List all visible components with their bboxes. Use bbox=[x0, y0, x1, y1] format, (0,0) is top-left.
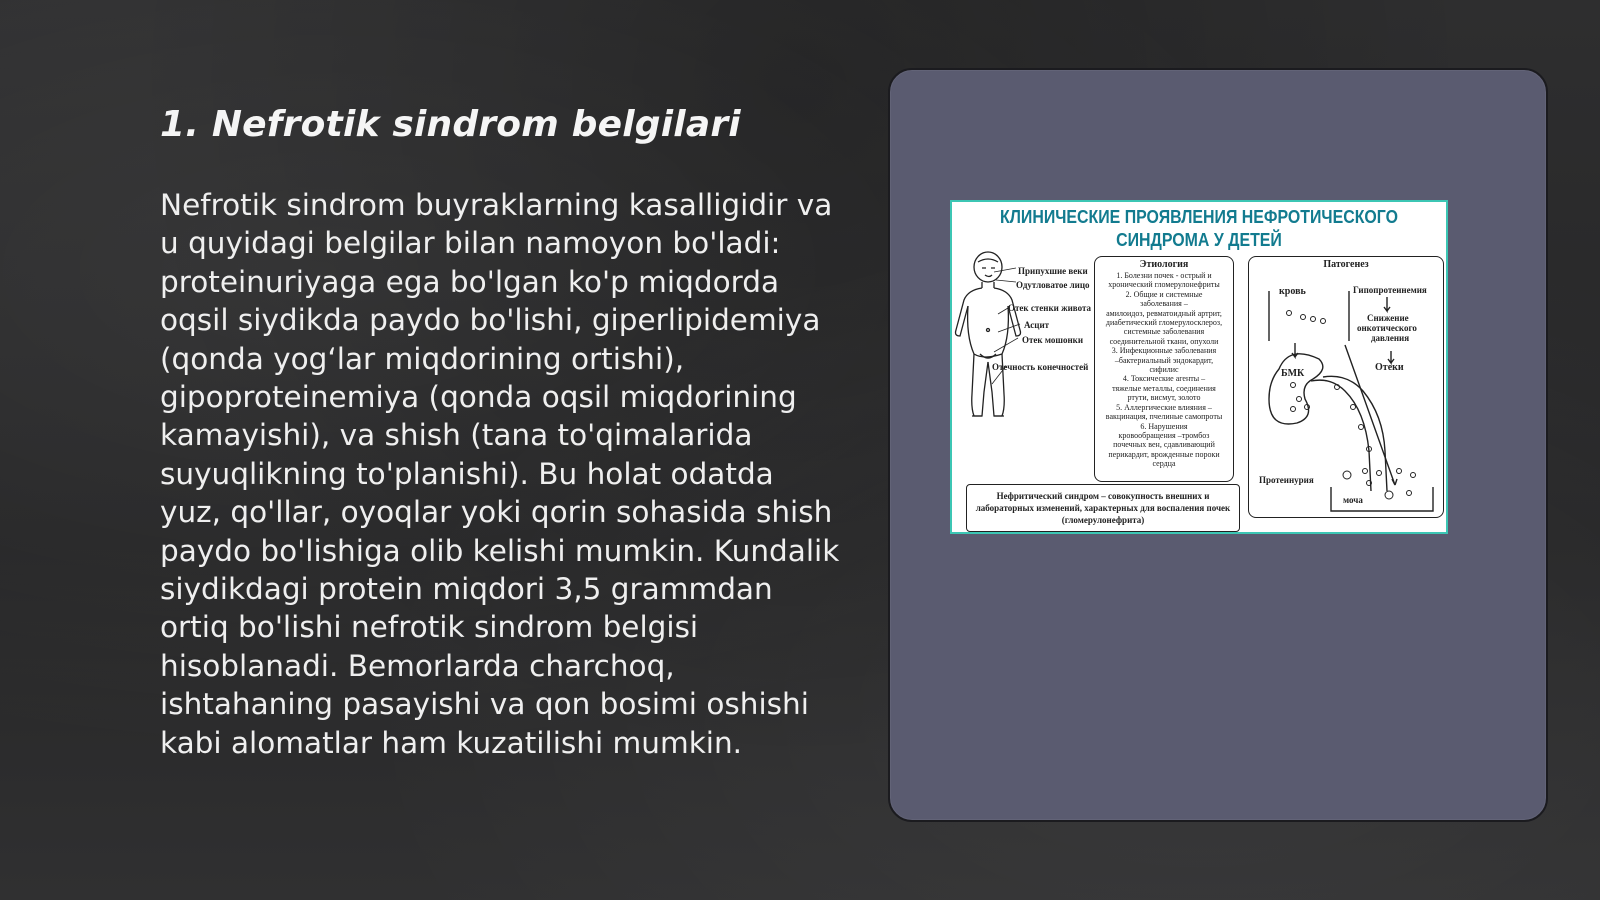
definition-box bbox=[966, 484, 1240, 532]
label-edema: Отеки bbox=[1375, 362, 1404, 373]
pathogenesis-heading: Патогенез bbox=[1323, 259, 1369, 270]
slide-title: 1. Nefrotik sindrom belgilari bbox=[160, 104, 741, 145]
label-limb-edema: Отечность конечностей bbox=[992, 362, 1089, 372]
label-ascites: Асцит bbox=[1024, 320, 1050, 330]
label-scrotal-edema: Отек мошонки bbox=[1022, 335, 1084, 345]
etiology-heading: Этиология bbox=[1139, 259, 1189, 270]
etiology-text: 1. Болезни почек - острый и хронический гломерулонефриты 2. Общие и системные заболевания – амилоидоз, ревматоидный артрит, диабетический гломерулосклероз, системные заболевания соединительной ткани, опухоли 3. Инфекционные заболевания –бактериальный эндокардит, сифилис 4. Токсические агенты – тяжелые металлы, соединения ртути, висмут, золото 5. Аллергические влияния – вакцинация, пчелиные самопроты 6. Нарушения кровообращения –тромбоз почечных вен, сдавливающий перикардит, врожденные пороки сердца bbox=[1105, 271, 1223, 469]
label-urine: моча bbox=[1343, 495, 1363, 505]
figure-title-line-2: СИНДРОМА У ДЕТЕЙ bbox=[1116, 229, 1282, 250]
label-blood: кровь bbox=[1279, 286, 1306, 297]
label-proteinuria: Протеинурия bbox=[1259, 475, 1314, 485]
label-bmk: БМК bbox=[1281, 368, 1305, 379]
label-hypoproteinemia: Гипопротеинемия bbox=[1353, 285, 1427, 295]
pathogenesis-box bbox=[1248, 256, 1444, 518]
figure-title-line-1: КЛИНИЧЕСКИЕ ПРОЯВЛЕНИЯ НЕФРОТИЧЕСКОГО bbox=[1000, 206, 1398, 227]
label-swollen-eyelids: Припухшие веки bbox=[1018, 266, 1088, 276]
figure-title bbox=[987, 205, 1412, 251]
label-puffy-face: Одутловатое лицо bbox=[1016, 280, 1090, 290]
etiology-box bbox=[1094, 256, 1234, 482]
slide-body-text: Nefrotik sindrom buyraklarning kasalligidir va u quyidagi belgilar bilan namoyon bo'ladi: proteinuriyaga ega bo'lgan ko'p miqdorda oqsil siydikda paydo bo'lishi, giperlipidemiya (qonda yog‘lar miqdorining ortishi), gipoproteinemiya (qonda oqsil miqdorining kamayishi), va shish (tana to'qimalarida suyuqlikning to'planishi). Bu holat odatda yuz, qo'llar, oyoqlar yoki qorin sohasida shish paydo bo'lishiga olib kelishi mumkin. Kundalik siydikdagi protein miqdori 3,5 grammdan ortiq bo'lishi nefrotik sindrom belgisi hisoblanadi. Bemorlarda charchoq, ishtahaning pasayishi va qon bosimi oshishi kabi alomatlar ham kuzatilishi mumkin. bbox=[160, 188, 840, 760]
label-oncotic-pressure-2: онкотического bbox=[1357, 323, 1417, 333]
label-abdominal-edema: Отек стенки живота bbox=[1008, 303, 1091, 313]
label-oncotic-pressure-3: давления bbox=[1371, 333, 1410, 343]
label-oncotic-pressure-1: Снижение bbox=[1367, 313, 1409, 323]
nephrotic-syndrome-figure bbox=[950, 200, 1448, 534]
definition-text: Нефритический синдром – совокупность внешних и лабораторных изменений, характерных для воспаления почек (гломерулонефрита) bbox=[975, 491, 1231, 525]
